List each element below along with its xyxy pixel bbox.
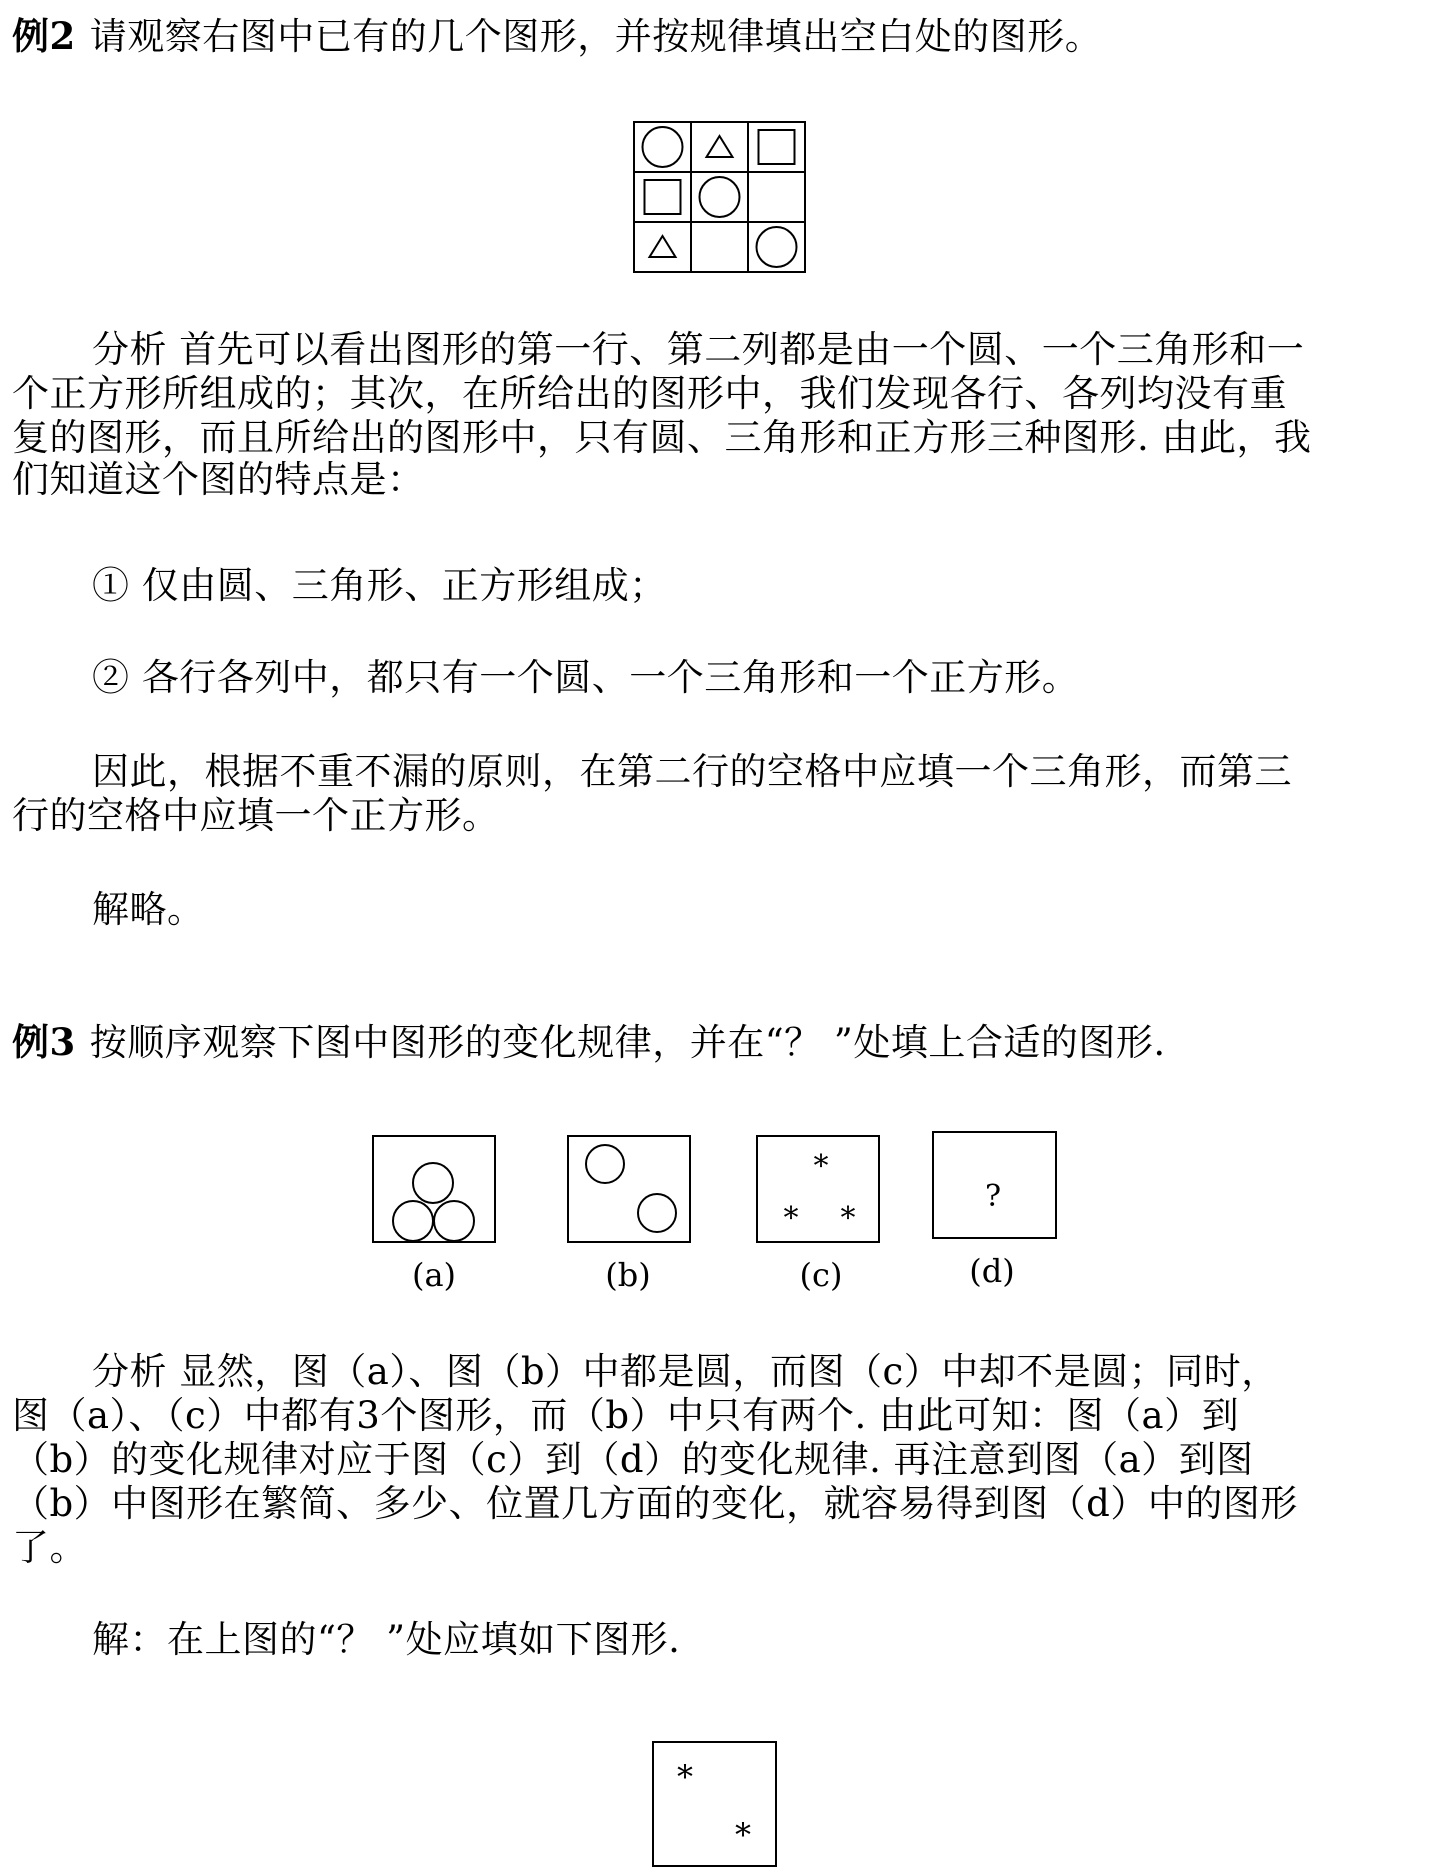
figure-b-circle-top-left bbox=[586, 1145, 624, 1183]
grid-cell-r3c3-circle bbox=[757, 227, 797, 267]
answer-star-bottom-right: * bbox=[735, 1816, 751, 1854]
figure-a-circle-left bbox=[393, 1201, 433, 1241]
grid-cells bbox=[643, 127, 797, 267]
figure-c-star-right: * bbox=[840, 1201, 856, 1236]
grid-cell-r1c3-square bbox=[759, 130, 795, 164]
figure-a-caption: (a) bbox=[411, 1256, 457, 1294]
example2-conclusion-line-2: 行的空格中应填一个正方形。 bbox=[12, 794, 500, 837]
grid-cell-r1c1-circle bbox=[643, 127, 683, 167]
example2-puzzle-grid bbox=[634, 122, 805, 272]
figure-b-caption: (b) bbox=[605, 1256, 651, 1294]
figure-c bbox=[757, 1136, 879, 1294]
example2-label: 例2 bbox=[12, 14, 76, 58]
figure-c-star-left: * bbox=[783, 1201, 799, 1236]
example2-analysis-line-4: 们知道这个图的特点是： bbox=[12, 458, 425, 501]
answer-figure-frame bbox=[653, 1742, 776, 1866]
example2-point-1: ① 仅由圆、三角形、正方形组成； bbox=[92, 564, 667, 607]
grid-cell-r2c1-square bbox=[645, 180, 681, 214]
example2-analysis-line-2: 个正方形所组成的；其次，在所给出的图形中，我们发现各行、各列均没有重 bbox=[12, 372, 1287, 415]
figure-d-question-mark: ? bbox=[984, 1179, 1002, 1214]
grid-outer-border bbox=[634, 122, 805, 272]
example3-label: 例3 bbox=[12, 1020, 76, 1064]
figure-a-circle-right bbox=[434, 1201, 474, 1241]
figure-b bbox=[568, 1136, 690, 1294]
figure-c-star-top: * bbox=[813, 1149, 829, 1184]
figure-b-circle-bottom-right bbox=[638, 1194, 676, 1232]
example2-analysis-line-3: 复的图形，而且所给出的图形中，只有圆、三角形和正方形三种图形. 由此，我 bbox=[12, 416, 1312, 459]
example3-analysis-line-1: 分析 显然，图（a）、图（b）中都是圆，而图（c）中却不是圆；同时， bbox=[92, 1350, 1279, 1393]
figure-a-circle-top bbox=[413, 1163, 453, 1203]
example3-question: 按顺序观察下图中图形的变化规律，并在“？ ”处填上合适的图形. bbox=[89, 1021, 1166, 1064]
example2-conclusion-line-1: 因此，根据不重不漏的原则，在第二行的空格中应填一个三角形，而第三 bbox=[92, 750, 1292, 793]
example2-analysis-line-1: 分析 首先可以看出图形的第一行、第二列都是由一个圆、一个三角形和一 bbox=[92, 328, 1305, 371]
figure-c-caption: (c) bbox=[799, 1256, 843, 1294]
grid-cell-r1c2-triangle bbox=[707, 136, 733, 157]
example3-analysis-line-3: （b）的变化规律对应于图（c）到（d）的变化规律. 再注意到图（a）到图 bbox=[12, 1438, 1254, 1481]
example2-question: 请观察右图中已有的几个图形，并按规律填出空白处的图形。 bbox=[89, 15, 1103, 58]
grid-cell-r3c1-triangle bbox=[650, 236, 676, 257]
answer-figure bbox=[653, 1742, 776, 1866]
figure-d-caption: (d) bbox=[969, 1252, 1015, 1290]
example3-solution: 解：在上图的“？ ”处应填如下图形. bbox=[92, 1618, 681, 1661]
example3-analysis-line-4: （b）中图形在繁简、多少、位置几方面的变化，就容易得到图（d）中的图形 bbox=[12, 1482, 1298, 1525]
answer-star-top-left: * bbox=[677, 1758, 693, 1796]
figure-a bbox=[373, 1136, 495, 1294]
example3-analysis-line-5: 了。 bbox=[12, 1526, 87, 1569]
example3-analysis-line-2: 图（a）、（c）中都有3个图形，而（b）中只有两个. 由此可知：图（a）到 bbox=[12, 1394, 1240, 1437]
figure-d bbox=[933, 1132, 1056, 1290]
example2-point-2: ② 各行各列中，都只有一个圆、一个三角形和一个正方形。 bbox=[92, 656, 1080, 699]
grid-cell-r2c2-circle bbox=[700, 177, 740, 217]
example2-solution: 解略。 bbox=[92, 888, 205, 931]
